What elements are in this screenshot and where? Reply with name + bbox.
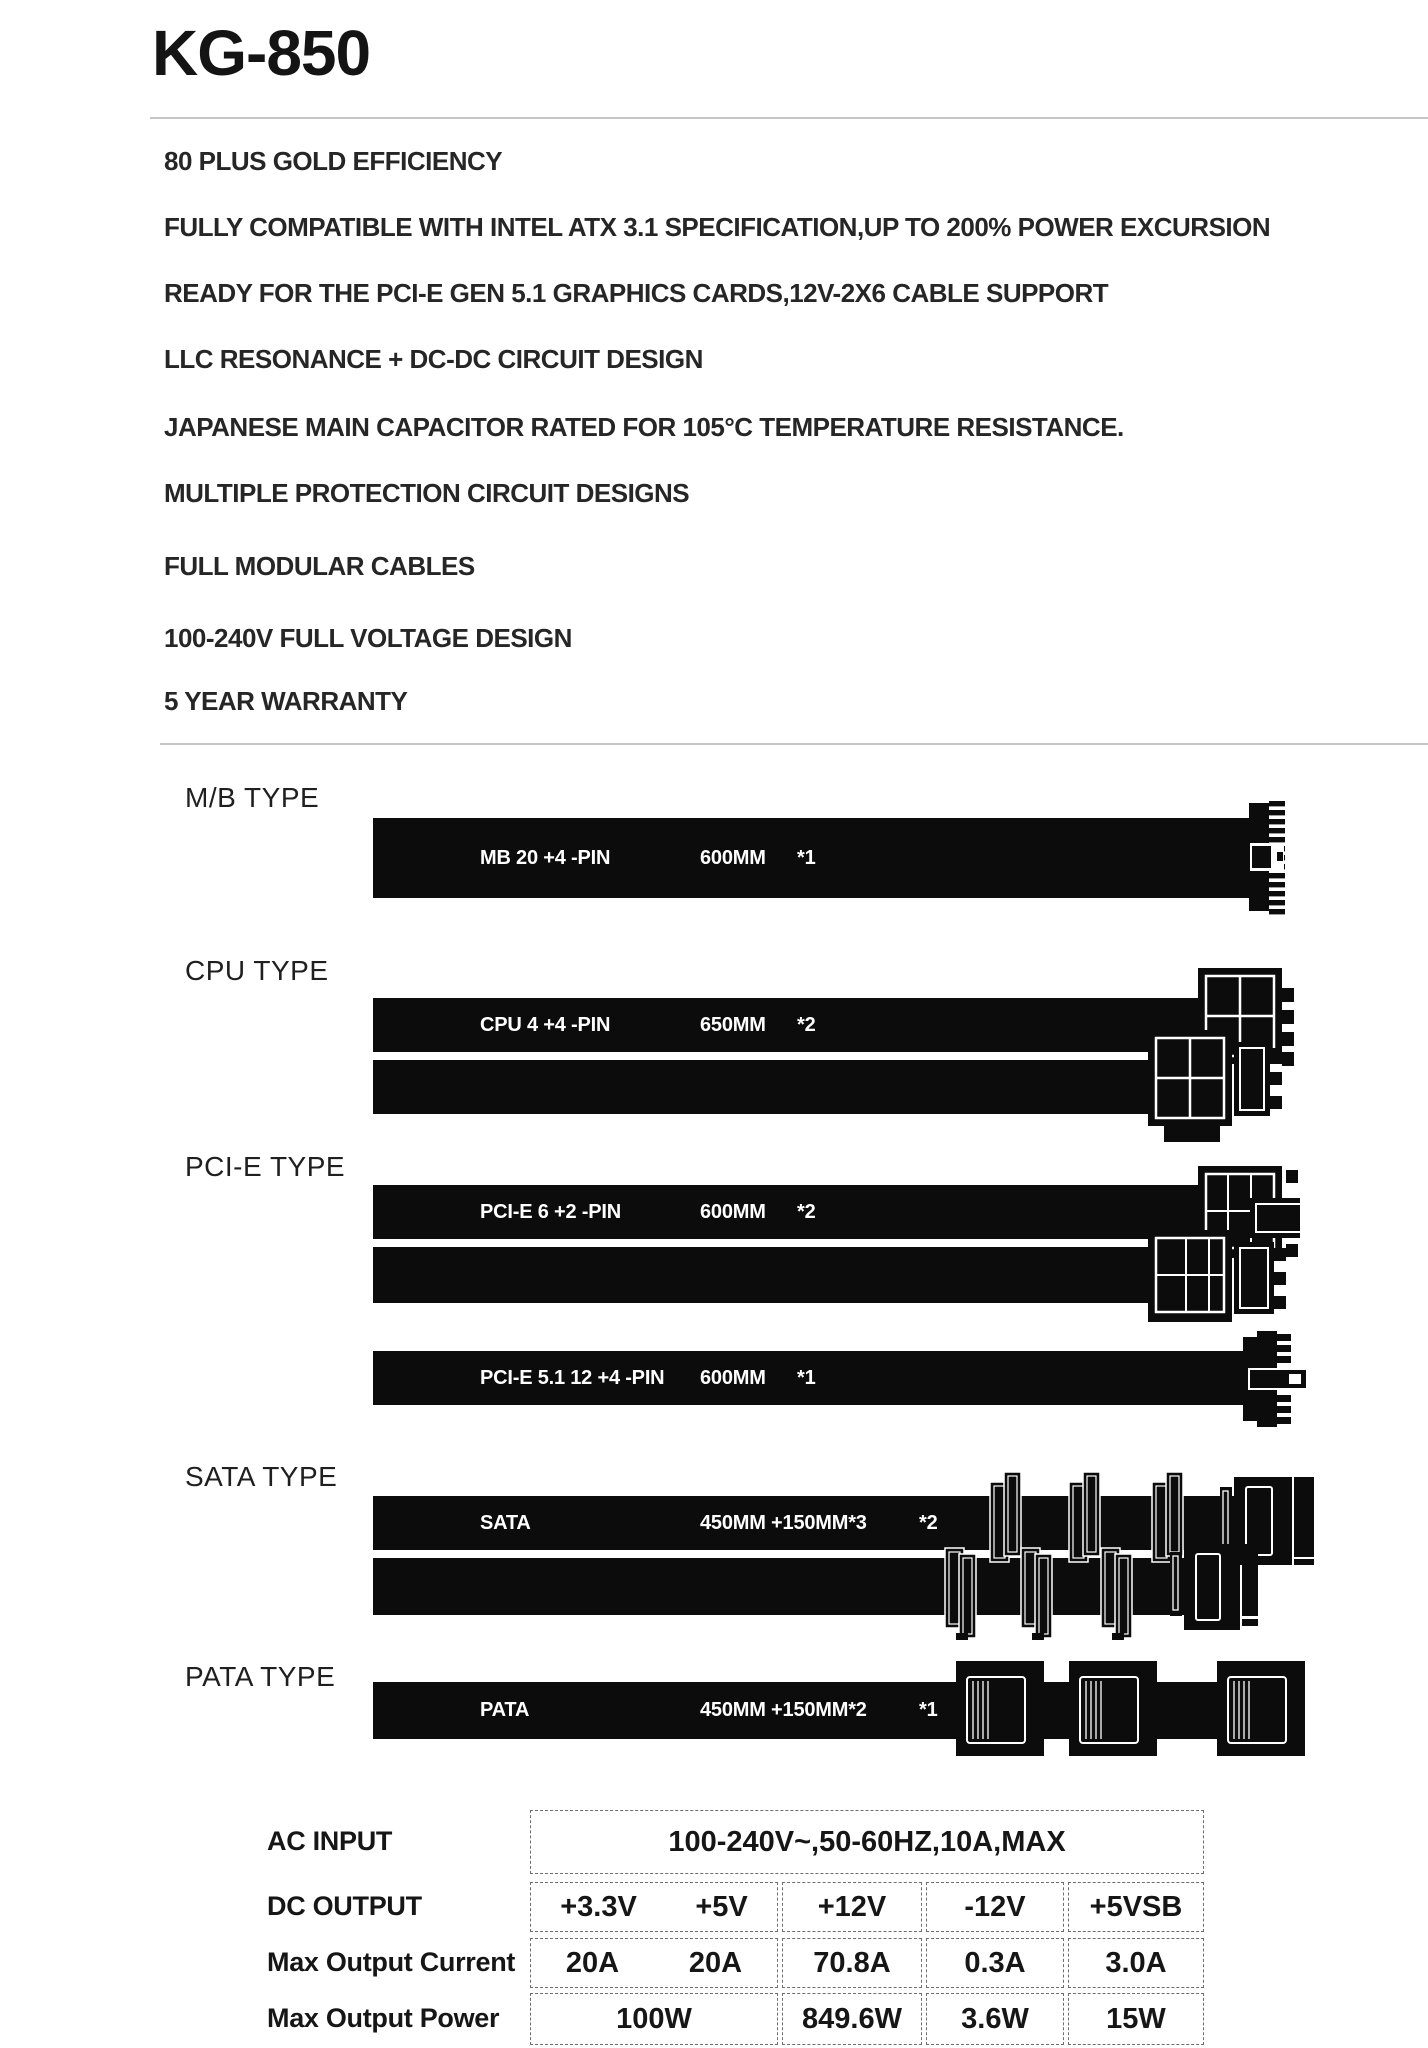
cable-length: 600MM bbox=[700, 846, 766, 869]
spec-value: +5V bbox=[695, 1890, 748, 1923]
cable-qty: *2 bbox=[919, 1511, 938, 1534]
sata-end-connector-icon bbox=[1170, 1538, 1258, 1633]
cable-bar-pcie-1 bbox=[373, 1185, 1207, 1239]
spec-row-label-ac-input: AC INPUT bbox=[267, 1826, 393, 1856]
section-label-pata: PATA TYPE bbox=[185, 1661, 336, 1692]
molex-connector-icon bbox=[956, 1661, 1044, 1756]
spec-cell: 3.6W bbox=[926, 1993, 1064, 2045]
spec-row-max-current bbox=[530, 1938, 1206, 1988]
cable-qty: *1 bbox=[797, 1366, 816, 1389]
spec-cell: 15W bbox=[1068, 1993, 1204, 2045]
feature-item: 80 PLUS GOLD EFFICIENCY bbox=[164, 146, 503, 176]
spec-value: +3.3V bbox=[560, 1890, 637, 1923]
feature-item: FULL MODULAR CABLES bbox=[164, 551, 475, 581]
spec-cell: 70.8A bbox=[782, 1938, 922, 1988]
feature-item: LLC RESONANCE + DC-DC CIRCUIT DESIGN bbox=[164, 344, 703, 374]
cable-name: PCI-E 5.1 12 +4 -PIN bbox=[480, 1366, 665, 1389]
cable-qty: *2 bbox=[797, 1200, 816, 1223]
spec-row-ac-input bbox=[530, 1810, 1206, 1874]
spec-value: 20A bbox=[688, 1946, 743, 1979]
spec-cell: +5VSB bbox=[1068, 1882, 1204, 1932]
sata-connector-icon bbox=[1068, 1470, 1104, 1564]
section-label-mb: M/B TYPE bbox=[185, 782, 320, 813]
cable-name: PATA bbox=[480, 1699, 530, 1721]
atx-24pin-connector-icon bbox=[1247, 799, 1293, 915]
divider-top bbox=[150, 117, 1428, 119]
cable-qty: *1 bbox=[797, 846, 816, 869]
spec-row-label-max-power: Max Output Power bbox=[267, 2003, 500, 2033]
spec-cell: 849.6W bbox=[782, 1993, 922, 2045]
cable-qty: *1 bbox=[919, 1699, 938, 1721]
cable-qty: *2 bbox=[797, 1013, 816, 1036]
spec-cell-ac-input: 100-240V~,50-60HZ,10A,MAX bbox=[530, 1810, 1204, 1874]
spec-cell bbox=[530, 1882, 778, 1932]
cable-name: MB 20 +4 -PIN bbox=[480, 846, 611, 869]
spec-cell: +12V bbox=[782, 1882, 922, 1932]
sata-connector-icon bbox=[944, 1540, 980, 1640]
feature-item: 5 YEAR WARRANTY bbox=[164, 686, 408, 716]
feature-item: 100-240V FULL VOLTAGE DESIGN bbox=[164, 623, 572, 653]
molex-connector-icon bbox=[1217, 1661, 1305, 1756]
page-title: KG-850 bbox=[152, 17, 371, 89]
cable-bar-cpu-2 bbox=[373, 1060, 1165, 1114]
spec-cell bbox=[530, 1938, 778, 1988]
cable-length: 450MM +150MM*3 bbox=[700, 1511, 867, 1534]
section-label-cpu: CPU TYPE bbox=[185, 955, 329, 986]
divider-cables bbox=[160, 743, 1428, 745]
feature-item: JAPANESE MAIN CAPACITOR RATED FOR 105°C TEMPERATURE RESISTANCE. bbox=[164, 412, 1124, 442]
spec-cell: 0.3A bbox=[926, 1938, 1064, 1988]
cable-length: 600MM bbox=[700, 1366, 766, 1389]
cable-bar-pcie12 bbox=[373, 1351, 1250, 1405]
cable-name: SATA bbox=[480, 1511, 531, 1534]
spec-cell: 100W bbox=[530, 1993, 778, 2045]
spec-cell: -12V bbox=[926, 1882, 1064, 1932]
cable-length: 650MM bbox=[700, 1013, 766, 1036]
cable-bar-mb bbox=[373, 818, 1250, 898]
sata-connector-icon bbox=[1100, 1540, 1136, 1640]
spec-row-dc-output bbox=[530, 1882, 1206, 1932]
spec-value: 20A bbox=[565, 1946, 620, 1979]
pcie-12plus4-connector-icon bbox=[1243, 1331, 1313, 1427]
feature-item: MULTIPLE PROTECTION CIRCUIT DESIGNS bbox=[164, 478, 690, 508]
cable-bar-cpu-1 bbox=[373, 998, 1207, 1052]
molex-connector-icon bbox=[1069, 1661, 1157, 1756]
cable-name: CPU 4 +4 -PIN bbox=[480, 1013, 611, 1036]
section-label-pcie: PCI-E TYPE bbox=[185, 1151, 346, 1182]
cable-bar-sata-2 bbox=[373, 1558, 1185, 1615]
feature-item: READY FOR THE PCI-E GEN 5.1 GRAPHICS CARDS,12V-2X6 CABLE SUPPORT bbox=[164, 278, 1109, 308]
spec-row-label-dc-output: DC OUTPUT bbox=[267, 1891, 422, 1921]
feature-item: FULLY COMPATIBLE WITH INTEL ATX 3.1 SPECIFICATION,UP TO 200% POWER EXCURSION bbox=[164, 212, 1271, 242]
spec-row-max-power bbox=[530, 1993, 1206, 2045]
pcie-6plus2-connector-icon bbox=[1140, 1146, 1300, 1331]
section-label-sata: SATA TYPE bbox=[185, 1461, 338, 1492]
cable-length: 450MM +150MM*2 bbox=[700, 1699, 867, 1721]
cable-length: 600MM bbox=[700, 1200, 766, 1223]
cable-name: PCI-E 6 +2 -PIN bbox=[480, 1200, 621, 1223]
sata-connector-icon bbox=[1020, 1540, 1056, 1640]
cable-bar-pcie-2 bbox=[373, 1247, 1168, 1303]
spec-row-label-max-current: Max Output Current bbox=[267, 1947, 516, 1977]
cpu-4plus4-connector-icon bbox=[1140, 952, 1295, 1152]
spec-cell: 3.0A bbox=[1068, 1938, 1204, 1988]
